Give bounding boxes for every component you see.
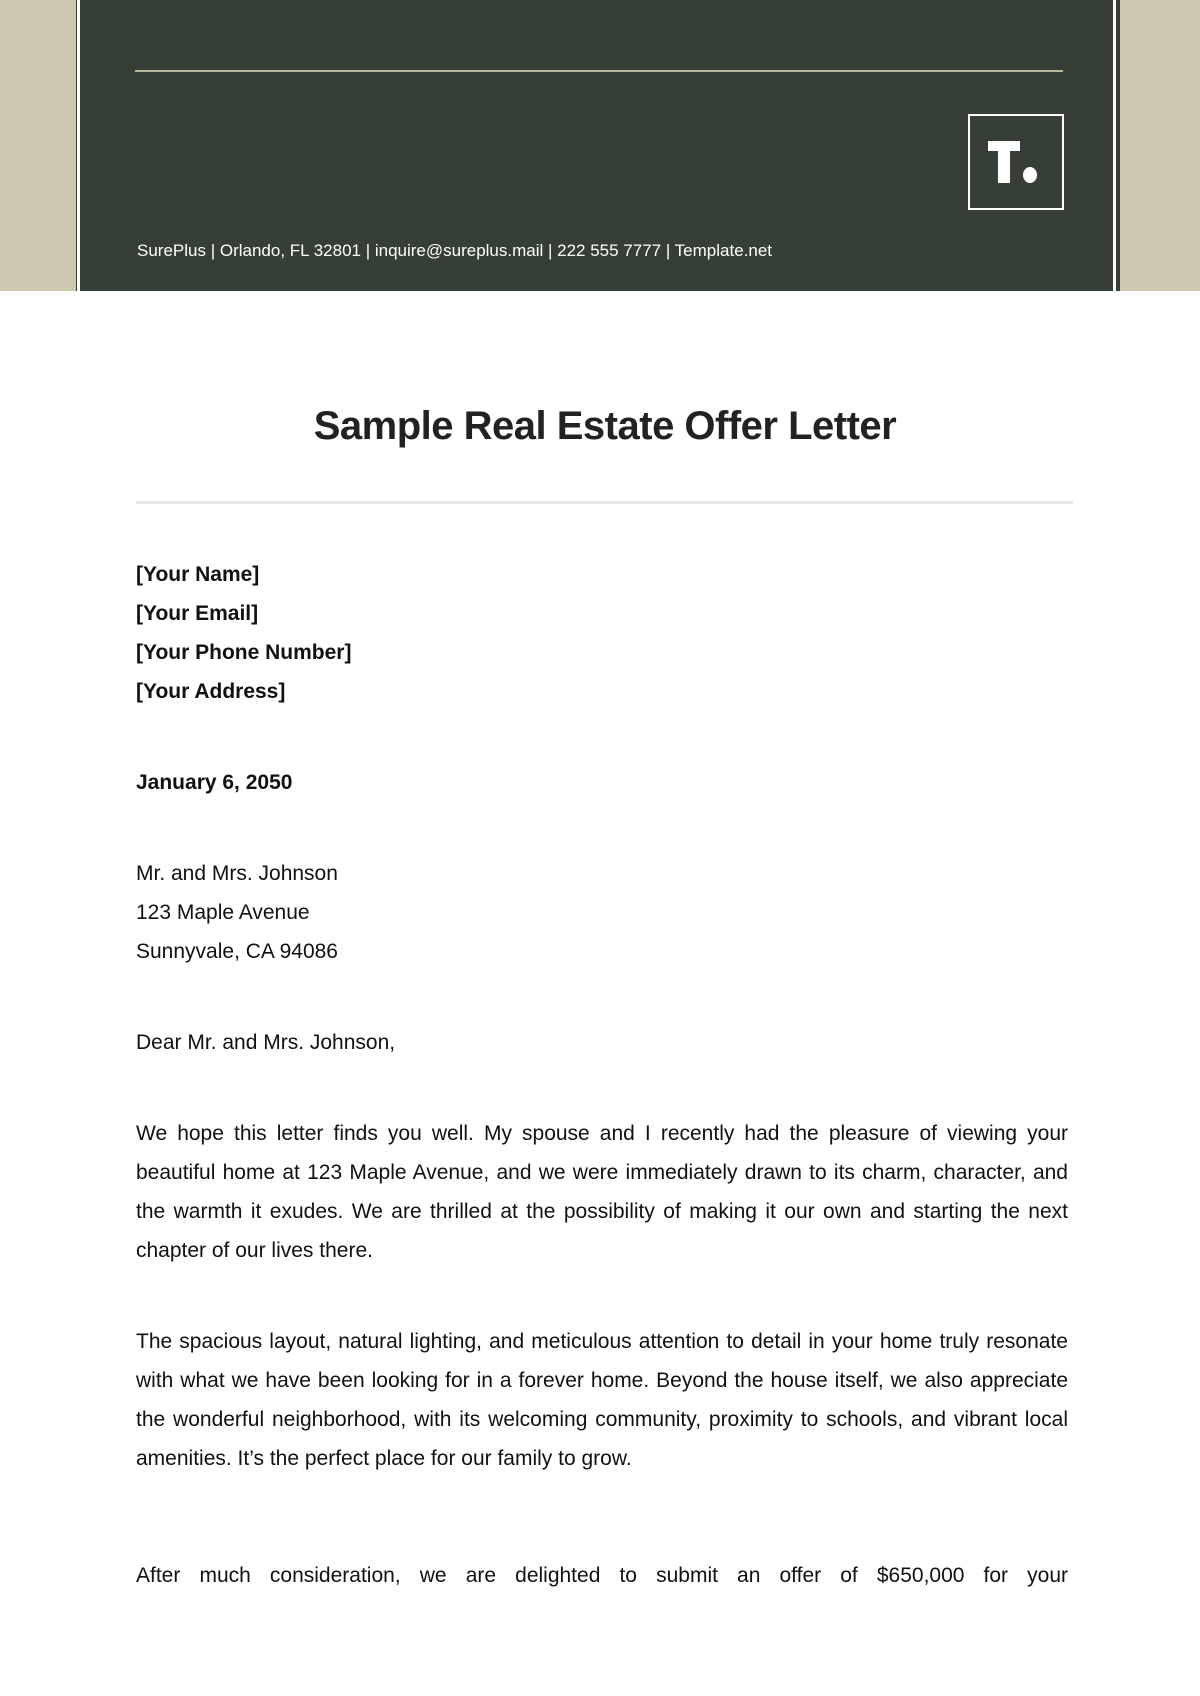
letter-date: January 6, 2050 bbox=[136, 771, 293, 794]
recipient-street: 123 Maple Avenue bbox=[136, 901, 310, 924]
header-divider bbox=[135, 70, 1063, 72]
sender-name: [Your Name] bbox=[136, 563, 260, 586]
border-line-right bbox=[1113, 0, 1116, 291]
sender-address: [Your Address] bbox=[136, 680, 286, 703]
salutation: Dear Mr. and Mrs. Johnson, bbox=[136, 1031, 396, 1054]
recipient-name: Mr. and Mrs. Johnson bbox=[136, 862, 338, 885]
paragraph-2: The spacious layout, natural lighting, and meticulous attention to detail in your home truly resonate with what we have been looking for in a forever home. Beyond the house itself, we also appreciate the wonderful neighborhood, with its welcoming community, proximity to schools, and vibrant local amenities. It’s the perfect place for our family to grow. bbox=[136, 1330, 1068, 1470]
recipient-block bbox=[136, 854, 1068, 971]
sender-phone: [Your Phone Number] bbox=[136, 641, 352, 664]
title-divider bbox=[136, 501, 1073, 504]
logo-t-icon bbox=[986, 137, 1046, 187]
paragraph-3: After much consideration, we are delighted to submit an offer of $650,000 for your bbox=[136, 1564, 1068, 1587]
template-logo bbox=[968, 114, 1064, 210]
border-line-left bbox=[77, 0, 80, 291]
sender-block bbox=[136, 555, 1068, 711]
sender-email: [Your Email] bbox=[136, 602, 259, 625]
contact-line: SurePlus | Orlando, FL 32801 | inquire@sureplus.mail | 222 555 7777 | Template.net bbox=[137, 241, 773, 260]
page-title: Sample Real Estate Offer Letter bbox=[313, 404, 897, 448]
paragraph-1: We hope this letter finds you well. My spouse and I recently had the pleasure of viewing your beautiful home at 123 Maple Avenue, and we were immediately drawn to its charm, character, and the warmth it exudes. We are thrilled at the possibility of making it our own and starting the next chapter of our lives there. bbox=[136, 1122, 1068, 1262]
recipient-city: Sunnyvale, CA 94086 bbox=[136, 940, 338, 963]
letter-body bbox=[136, 555, 1068, 1587]
